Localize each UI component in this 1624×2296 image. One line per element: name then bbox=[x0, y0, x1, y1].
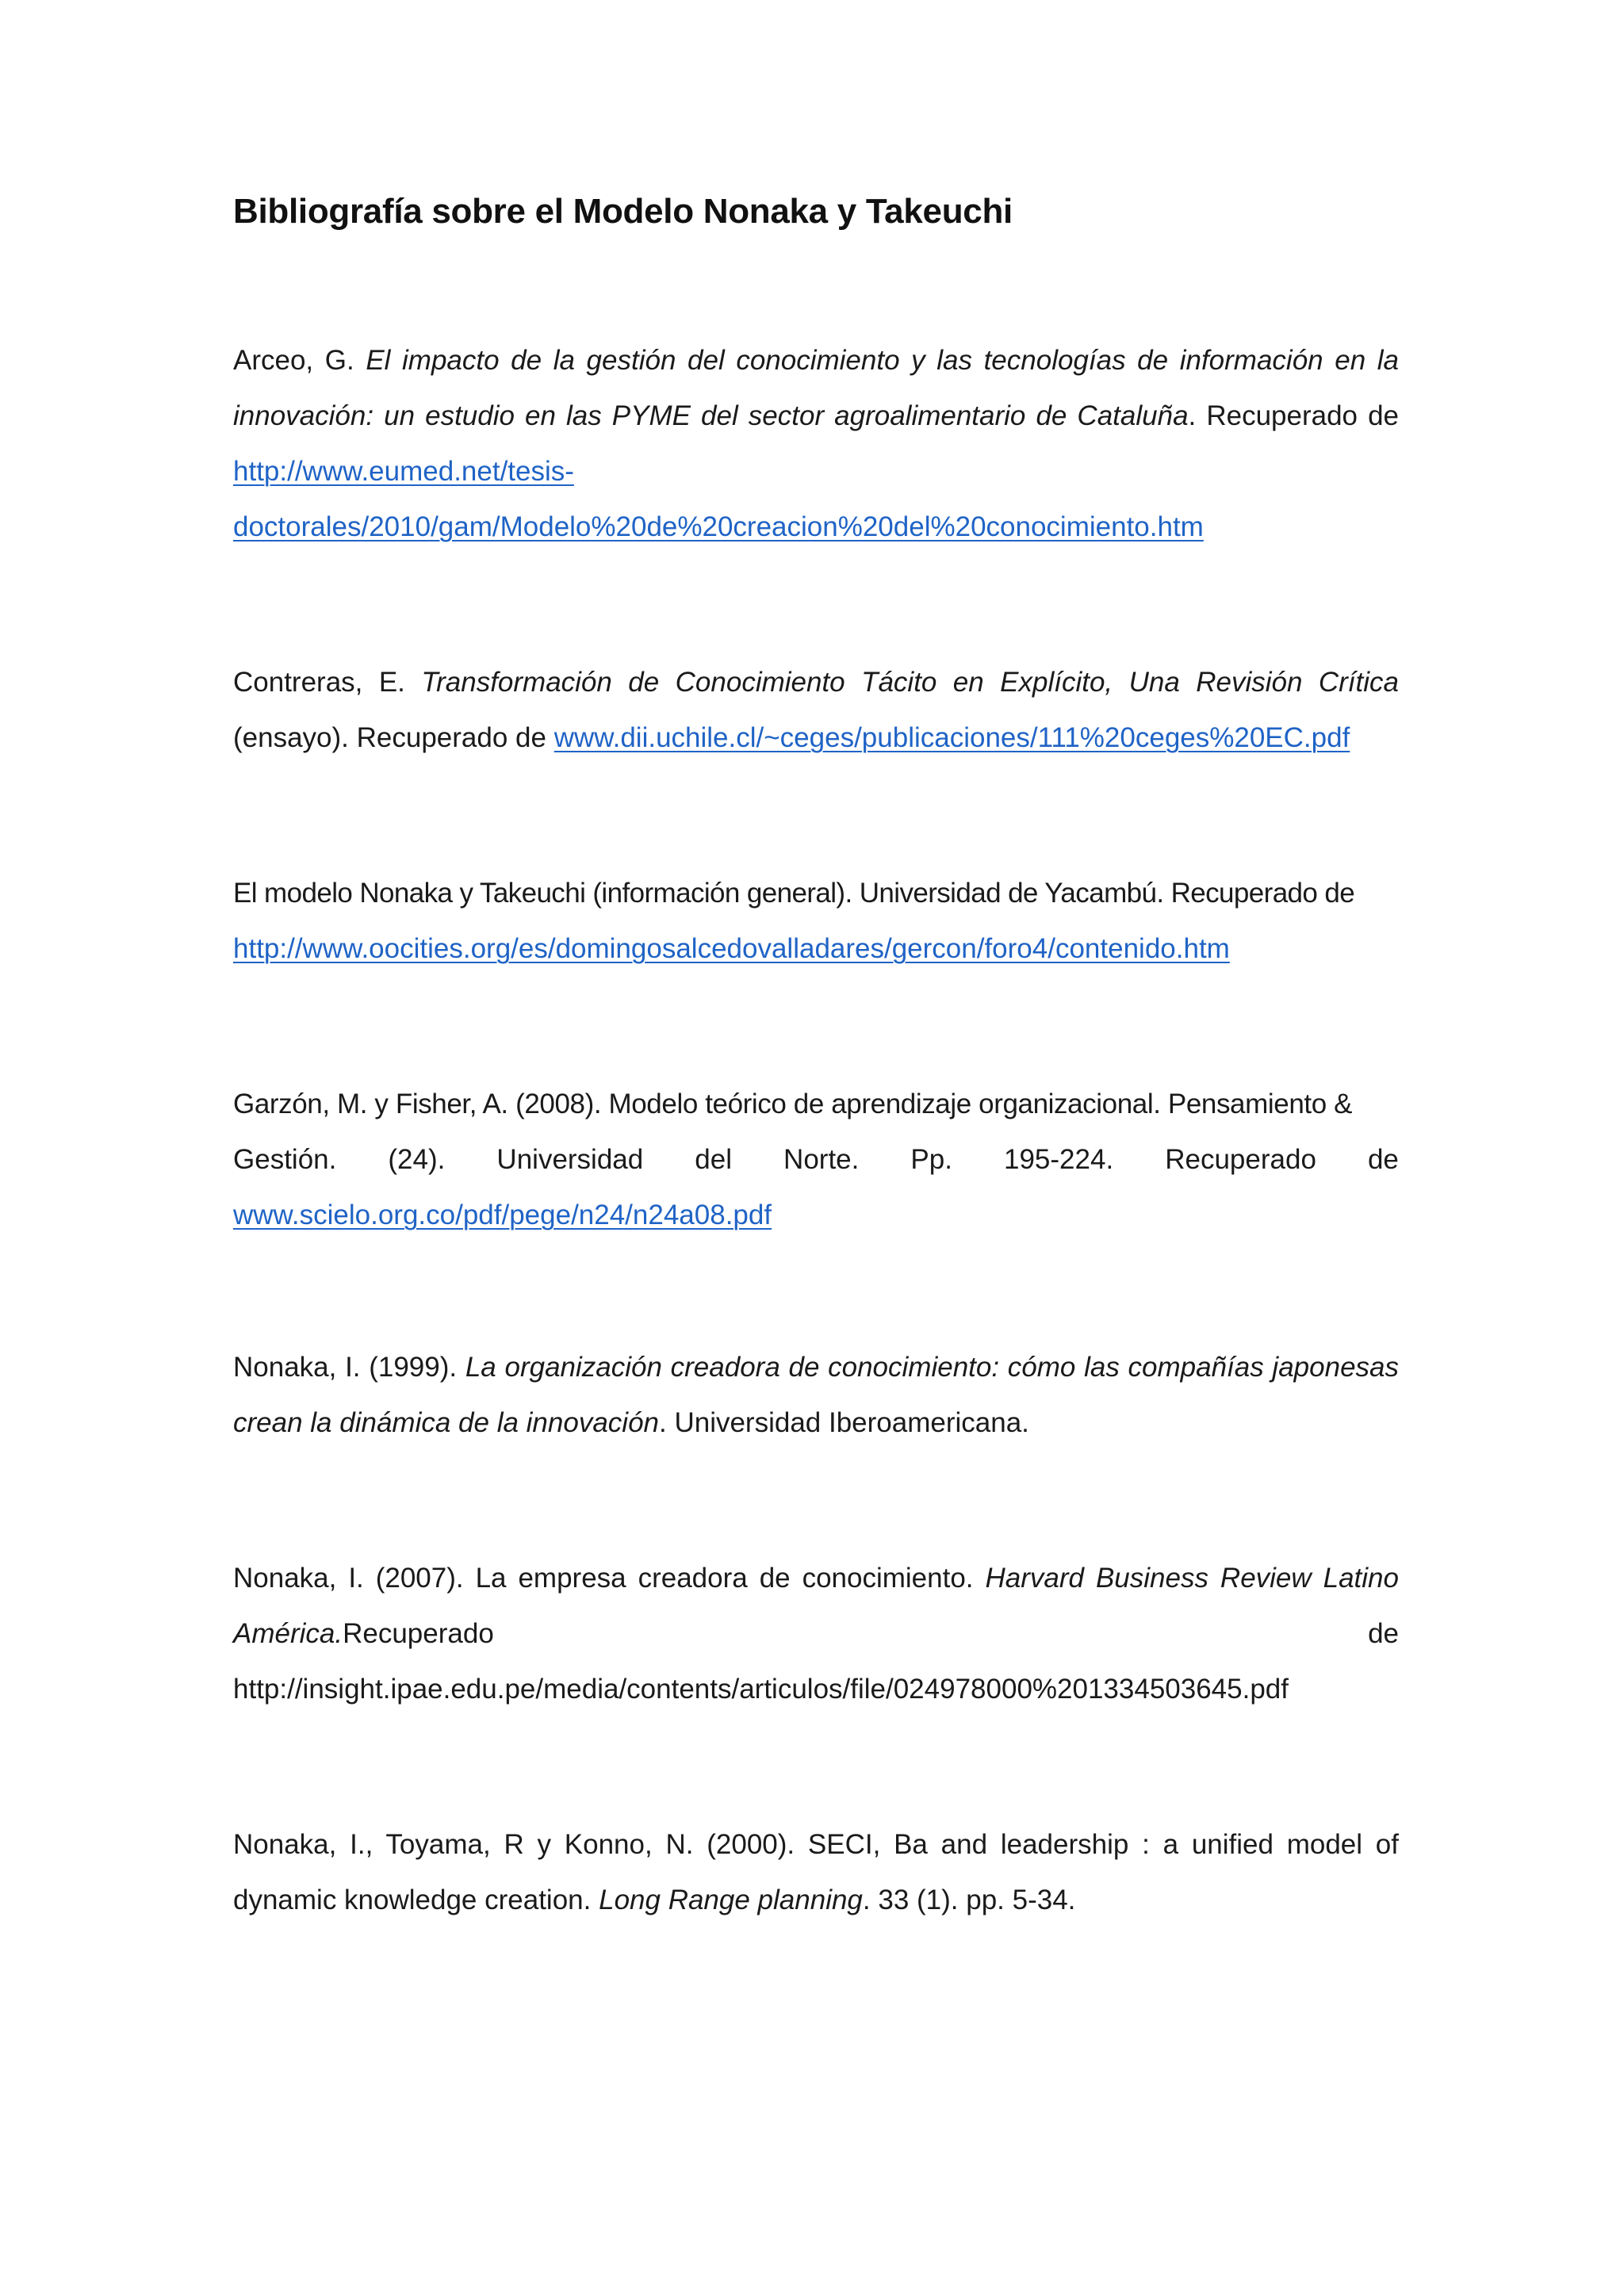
entry-text bbox=[233, 1551, 1399, 1662]
bibliography-entry-nonaka-1999 bbox=[233, 1340, 1399, 1451]
entry-line2 bbox=[233, 1132, 1399, 1188]
entry-author: Arceo, G. bbox=[233, 345, 354, 376]
bibliography-entry-arceo bbox=[233, 333, 1399, 555]
entry-url-line1[interactable]: http://www.eumed.net/tesis- bbox=[233, 456, 574, 487]
entry-url[interactable]: www.scielo.org.co/pdf/pege/n24/n24a08.pdf bbox=[233, 1200, 772, 1230]
entry-url[interactable]: http://www.oocities.org/es/domingosalcedovalladares/gercon/foro4/contenido.htm bbox=[233, 933, 1230, 964]
entry-source: . Universidad Iberoamericana. bbox=[659, 1407, 1029, 1438]
line2-part: Norte. bbox=[783, 1144, 860, 1175]
entry-url-line2[interactable]: doctorales/2010/gam/Modelo%20de%20creacion%20del%20conocimiento.htm bbox=[233, 511, 1204, 542]
line2-part: Recuperado bbox=[1165, 1144, 1316, 1175]
entry-source: (ensayo). Recuperado de bbox=[233, 722, 546, 753]
bibliography-entry-nonaka-2000 bbox=[233, 1817, 1399, 1928]
page-title: Bibliografía sobre el Modelo Nonaka y Takeuchi bbox=[233, 192, 1013, 231]
entry-line1: Garzón, M. y Fisher, A. (2008). Modelo teórico de aprendizaje organizacional. Pensamiento & bbox=[233, 1089, 1353, 1119]
entry-before-title: Nonaka, I. (2007). La empresa creadora de conocimiento. bbox=[233, 1563, 974, 1594]
entry-author: Nonaka, I. (1999). bbox=[233, 1352, 458, 1383]
line2-part: 195-224. bbox=[1004, 1144, 1114, 1175]
bibliography-entry-garzon bbox=[233, 1077, 1399, 1243]
entry-text: El modelo Nonaka y Takeuchi (información general). Universidad de Yacambú. Recuperado de bbox=[233, 878, 1355, 909]
bibliography-entry-yacambu bbox=[233, 866, 1399, 977]
entry-text bbox=[233, 1340, 1399, 1451]
entry-before-title: Nonaka, I., Toyama, R y Konno, N. (2000). SECI, Ba and leadership : a unified model of dynamic knowledge creation. bbox=[233, 1829, 1399, 1915]
entry-work-title: Transformación de Conocimiento Tácito en Explícito, Una Revisión Crítica bbox=[421, 667, 1399, 698]
entry-work-title: El impacto de la gestión del conocimiento y las tecnologías de información en la innovación: un estudio en las PYME del sector agroalimentario de Cataluña bbox=[233, 345, 1399, 431]
entry-url[interactable]: www.dii.uchile.cl/~ceges/publicaciones/111%20ceges%20EC.pdf bbox=[553, 722, 1350, 753]
line2-part: del bbox=[695, 1144, 732, 1175]
line2-part: de bbox=[1367, 1144, 1399, 1175]
line2-part: Universidad bbox=[496, 1144, 644, 1175]
entry-journal-title: Harvard Business Review Latino América. bbox=[233, 1563, 1399, 1649]
entry-source: . Recuperado de bbox=[1188, 400, 1399, 431]
entry-work-title: La organización creadora de conocimiento: cómo las compañías japonesas crean la dinámica de la innovación bbox=[233, 1352, 1400, 1438]
line2-part: Gestión. bbox=[233, 1144, 337, 1175]
entry-source: . 33 (1). pp. 5-34. bbox=[862, 1885, 1076, 1915]
entry-journal-title: Long Range planning bbox=[599, 1885, 863, 1915]
entry-url-plain: http://insight.ipae.edu.pe/media/contents/articulos/file/024978000%201334503645.pdf bbox=[233, 1674, 1289, 1705]
entry-text bbox=[233, 333, 1399, 444]
entry-text bbox=[233, 655, 1399, 766]
bibliography-entry-contreras bbox=[233, 655, 1399, 766]
entry-author: Contreras, E. bbox=[233, 667, 405, 698]
line2-part: (24). bbox=[388, 1144, 446, 1175]
entry-source: Recuperado bbox=[343, 1618, 494, 1649]
line2-part: Pp. bbox=[910, 1144, 952, 1175]
bibliography-entry-nonaka-2007 bbox=[233, 1551, 1399, 1717]
entry-trailing: de bbox=[1368, 1618, 1399, 1649]
entry-text bbox=[233, 1817, 1399, 1928]
